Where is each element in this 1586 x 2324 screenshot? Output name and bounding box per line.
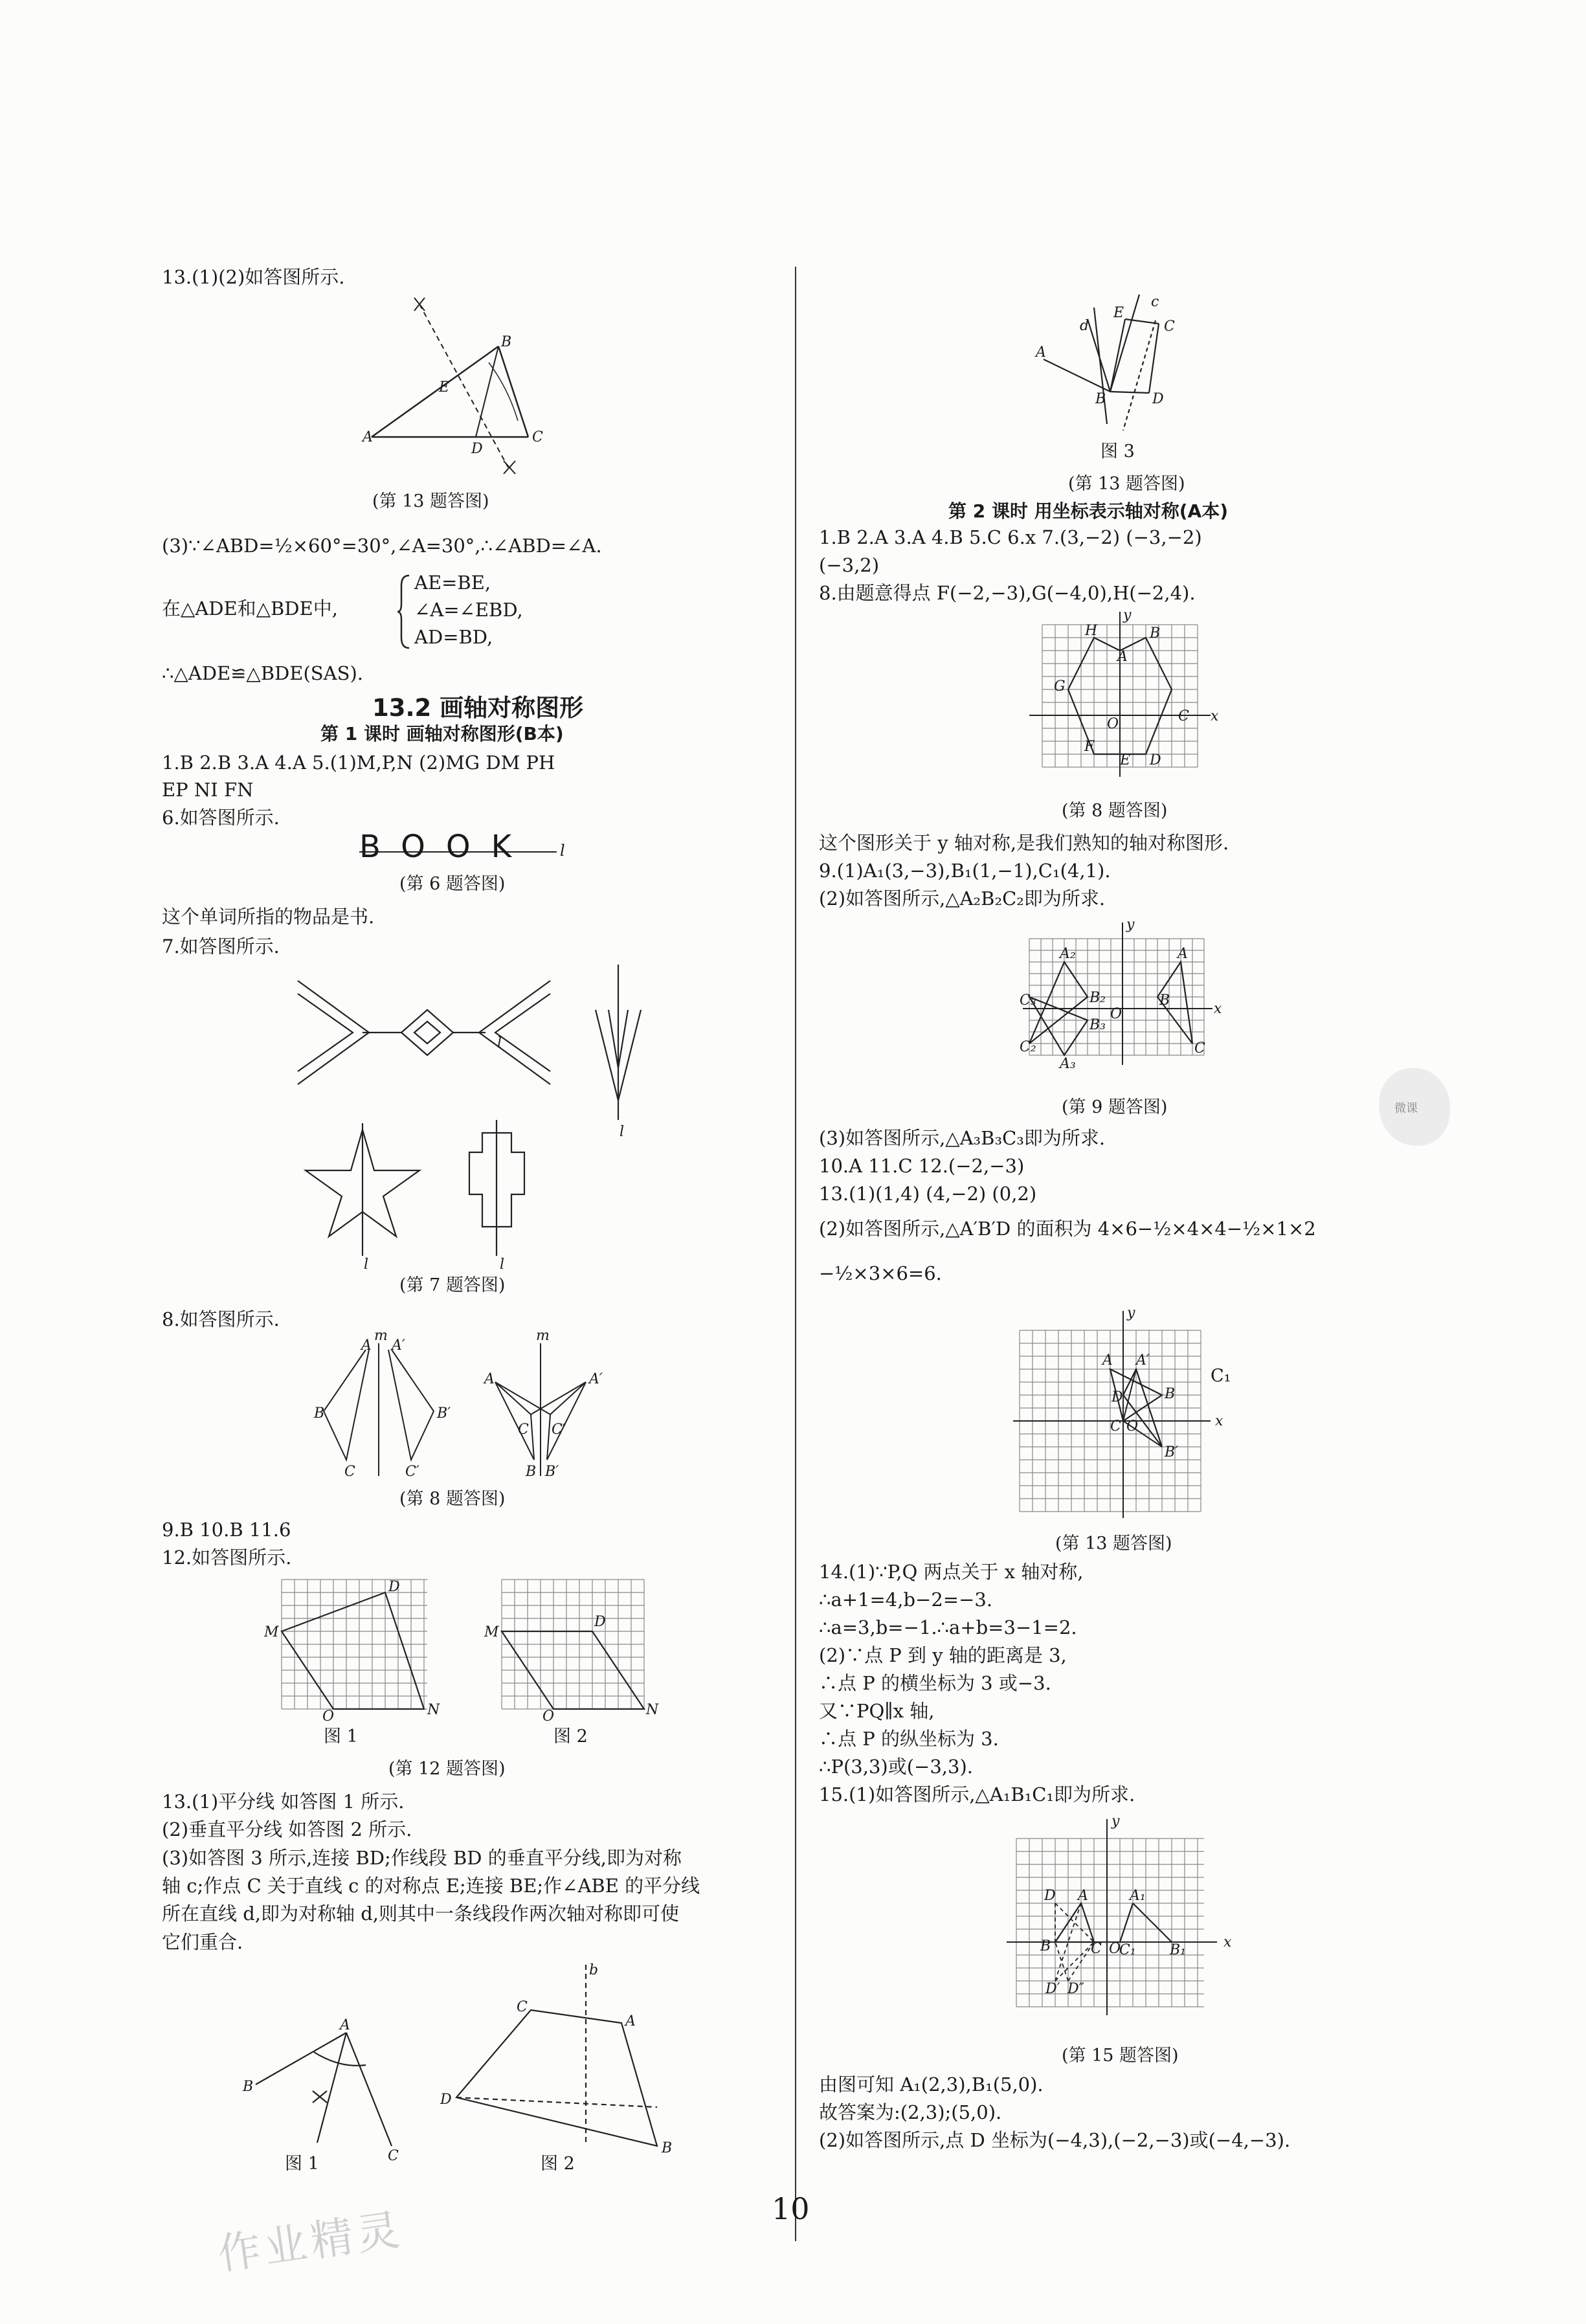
book-word: BOOK — [359, 829, 533, 865]
svg-text:M: M — [484, 1624, 499, 1640]
q12-answer: 12.如答图所示. — [162, 1547, 292, 1569]
q13b-3: (3)如答图 3 所示,连接 BD;作线段 BD 的垂直平分线,即为对称 — [162, 1847, 682, 1869]
svg-text:C′: C′ — [405, 1464, 419, 1480]
q13-triangle-figure — [363, 291, 557, 479]
r-q15-grid-figure — [1000, 1809, 1246, 2029]
q8-caption: (第 8 题答图) — [399, 1489, 506, 1509]
svg-text:m: m — [536, 1328, 550, 1344]
q13b-figure-2 — [434, 1958, 680, 2156]
svg-text:C′: C′ — [552, 1422, 566, 1438]
svg-text:A: A — [361, 1337, 372, 1354]
svg-text:A: A — [363, 429, 373, 445]
r-q15-2: 由图可知 A₁(2,3),B₁(5,0). — [819, 2073, 1044, 2095]
q7-figures — [291, 965, 654, 1273]
q13b-6: 它们重合. — [162, 1931, 243, 1953]
svg-text:A′: A′ — [589, 1371, 603, 1387]
svg-text:D″: D″ — [1067, 1981, 1084, 1997]
svg-text:y: y — [1127, 1305, 1135, 1321]
svg-text:D: D — [388, 1579, 400, 1595]
svg-text:A₃: A₃ — [1060, 1056, 1076, 1072]
q13b-2: (2)垂直平分线 如答图 2 所示. — [162, 1818, 412, 1840]
seal-stamp — [1379, 1068, 1450, 1146]
svg-text:C: C — [388, 2148, 399, 2164]
svg-text:D′: D′ — [1045, 1981, 1060, 1997]
svg-text:C₃: C₃ — [1020, 992, 1036, 1009]
svg-text:l: l — [620, 1124, 625, 1140]
r-q15-1: 15.(1)如答图所示,△A₁B₁C₁即为所求. — [819, 1783, 1135, 1805]
stamp-text: 微课 — [1394, 1102, 1418, 1115]
svg-text:B: B — [314, 1405, 325, 1422]
r-q14-7: ∴点 P 的纵坐标为 3. — [819, 1728, 999, 1750]
r-q13-grid-figure — [1007, 1301, 1240, 1521]
svg-text:B: B — [1165, 1386, 1176, 1402]
svg-text:C: C — [1091, 1941, 1102, 1957]
svg-text:b: b — [589, 1962, 599, 1978]
q13b-fig2-label: 图 2 — [541, 2154, 575, 2174]
svg-text:D: D — [440, 2092, 452, 2108]
q6-caption: (第 6 题答图) — [399, 874, 506, 894]
q6-answer: 6.如答图所示. — [162, 807, 280, 829]
svg-text:D: D — [1150, 752, 1161, 768]
svg-text:A: A — [1036, 344, 1046, 361]
svg-text:m: m — [374, 1328, 388, 1344]
svg-text:d: d — [1080, 318, 1089, 334]
svg-text:A′: A′ — [392, 1337, 405, 1354]
section-title: 13.2 画轴对称图形 — [372, 694, 584, 722]
svg-text:B′: B′ — [437, 1405, 451, 1422]
r-q14-6: 又∵PQ∥x 轴, — [819, 1700, 935, 1722]
answers-1-5: 1.B 2.B 3.A 4.A 5.(1)M,P,N (2)MG DM PH — [162, 752, 555, 774]
svg-text:C: C — [1110, 1418, 1121, 1435]
svg-text:O: O — [322, 1708, 335, 1725]
q13-3-line: (3)∵∠ABD=½×60°=30°,∠A=30°,∴∠ABD=∠A. — [162, 535, 602, 557]
svg-text:x: x — [1215, 1413, 1223, 1429]
r-q14-2: ∴a+1=4,b−2=−3. — [819, 1589, 993, 1611]
lesson2-title: 第 2 课时 用坐标表示轴对称(A本) — [948, 500, 1228, 522]
column-divider — [795, 267, 796, 2241]
svg-text:B: B — [1150, 625, 1161, 642]
svg-text:B: B — [1040, 1938, 1051, 1954]
svg-text:O: O — [1110, 1006, 1122, 1022]
r-q9-caption: (第 9 题答图) — [1062, 1097, 1168, 1117]
svg-text:F: F — [1084, 739, 1095, 755]
q13-fig3 — [1036, 295, 1204, 430]
svg-text:C: C — [518, 1422, 529, 1438]
q13-r-caption: (第 13 题答图) — [1068, 474, 1185, 494]
svg-text:y: y — [1123, 607, 1132, 623]
svg-text:C: C — [344, 1464, 355, 1480]
svg-text:c: c — [1151, 294, 1159, 310]
r-q13-c1-label: C₁ — [1211, 1366, 1231, 1386]
svg-text:l: l — [560, 842, 565, 860]
svg-text:B: B — [1159, 992, 1170, 1009]
svg-text:D: D — [1152, 391, 1164, 407]
watermark: 作业精灵 — [214, 2204, 407, 2280]
q12-fig1-label: 图 1 — [324, 1726, 358, 1747]
svg-text:E: E — [439, 379, 450, 396]
svg-text:B: B — [662, 2140, 673, 2156]
r-q13-1: 13.(1)(1,4) (4,−2) (0,2) — [819, 1183, 1037, 1205]
brace-line-2: ∠A=∠EBD, — [414, 599, 523, 621]
r-q14-3: ∴a=3,b=−1.∴a+b=3−1=2. — [819, 1616, 1077, 1638]
svg-text:A: A — [484, 1371, 495, 1387]
q13b-figure-1 — [243, 1994, 411, 2162]
q13-caption: (第 13 题答图) — [372, 491, 489, 511]
svg-text:B′: B′ — [1165, 1444, 1179, 1460]
q13-3-triangles: 在△ADE和△BDE中, — [162, 598, 338, 620]
r-q14-8: ∴P(3,3)或(−3,3). — [819, 1756, 973, 1778]
lesson-title: 第 1 课时 画轴对称图形(B本) — [320, 723, 564, 744]
r-q9-2: (2)如答图所示,△A₂B₂C₂即为所求. — [819, 888, 1106, 910]
svg-text:E: E — [1120, 752, 1131, 768]
r-q8: 8.由题意得点 F(−2,−3),G(−4,0),H(−2,4). — [819, 582, 1196, 604]
r-q13-2: (2)如答图所示,△A′B′D 的面积为 4×6−½×4×4−½×1×2 — [819, 1218, 1316, 1240]
svg-text:D: D — [1044, 1888, 1056, 1904]
svg-text:A: A — [625, 2013, 636, 2029]
svg-text:H: H — [1085, 623, 1098, 639]
r-q14-1: 14.(1)∵P,Q 两点关于 x 轴对称, — [819, 1561, 1084, 1583]
svg-text:C: C — [517, 1999, 528, 2015]
brace-line-3: AD=BD, — [414, 626, 493, 648]
r-q15-caption: (第 15 题答图) — [1062, 2046, 1179, 2066]
svg-text:A: A — [1102, 1352, 1113, 1369]
svg-text:O: O — [542, 1708, 555, 1725]
r-q13-3: −½×3×6=6. — [819, 1262, 942, 1284]
brace — [396, 573, 410, 651]
svg-text:B₃: B₃ — [1089, 1017, 1106, 1033]
svg-text:N: N — [646, 1702, 659, 1718]
svg-text:B₁: B₁ — [1170, 1942, 1186, 1958]
svg-text:O: O — [1126, 1418, 1139, 1435]
svg-text:D: D — [1111, 1389, 1123, 1405]
q13b-1: 13.(1)平分线 如答图 1 所示. — [162, 1791, 405, 1813]
answers-9-11: 9.B 10.B 11.6 — [162, 1519, 291, 1541]
svg-text:l: l — [497, 1035, 502, 1051]
svg-text:B: B — [243, 2079, 254, 2095]
svg-text:M: M — [264, 1624, 279, 1640]
q13b-4: 轴 c;作点 C 关于直线 c 的对称点 E;连接 BE;作∠ABE 的平分线 — [162, 1875, 700, 1897]
answers-5-cont: EP NI FN — [162, 779, 254, 801]
svg-text:B: B — [501, 334, 512, 350]
page-number: 10 — [772, 2191, 810, 2226]
q12-figure-1 — [259, 1573, 440, 1725]
q8-figures — [311, 1330, 621, 1479]
q12-caption: (第 12 题答图) — [388, 1759, 506, 1779]
q13-answer-line: 13.(1)(2)如答图所示. — [162, 266, 345, 288]
svg-text:B: B — [526, 1464, 537, 1480]
svg-text:A: A — [340, 2017, 350, 2033]
svg-text:N: N — [427, 1702, 440, 1718]
svg-text:C₁: C₁ — [1119, 1942, 1136, 1958]
q13b-5: 所在直线 d,即为对称轴 d,则其中一条线段作两次轴对称即可使 — [162, 1903, 680, 1925]
svg-text:l: l — [500, 1257, 505, 1273]
svg-text:C: C — [1194, 1040, 1205, 1056]
svg-text:G: G — [1054, 678, 1066, 695]
svg-text:l: l — [364, 1257, 369, 1273]
svg-text:C: C — [1178, 708, 1189, 724]
r-q9-grid-figure — [1020, 913, 1220, 1081]
r-q8-grid-figure — [1023, 607, 1219, 787]
q6-conclusion: 这个单词所指的物品是书. — [162, 906, 375, 928]
svg-text:C₂: C₂ — [1020, 1039, 1036, 1055]
svg-text:x: x — [1223, 1934, 1232, 1950]
r-q14-5: ∴点 P 的横坐标为 3 或−3. — [819, 1672, 1051, 1694]
svg-text:B′: B′ — [545, 1464, 559, 1480]
r-q9-3: (3)如答图所示,△A₃B₃C₃即为所求. — [819, 1127, 1106, 1149]
svg-text:O: O — [1107, 716, 1119, 732]
q12-fig2-label: 图 2 — [553, 1726, 588, 1747]
q12-figure-2 — [479, 1573, 659, 1725]
r-q14-4: (2)∵点 P 到 y 轴的距离是 3, — [819, 1644, 1067, 1666]
svg-text:C: C — [532, 429, 543, 445]
r-q15-4: (2)如答图所示,点 D 坐标为(−4,3),(−2,−3)或(−4,−3). — [819, 2129, 1291, 2151]
svg-text:A′: A′ — [1136, 1352, 1150, 1369]
r-q8-conclusion: 这个图形关于 y 轴对称,是我们熟知的轴对称图形. — [819, 832, 1229, 854]
q7-answer: 7.如答图所示. — [162, 935, 280, 957]
r-q15-3: 故答案为:(2,3);(5,0). — [819, 2101, 1002, 2123]
svg-text:C: C — [1164, 318, 1175, 335]
svg-text:B: B — [1095, 391, 1106, 407]
svg-text:y: y — [1126, 917, 1135, 933]
r-q9-1: 9.(1)A₁(3,−3),B₁(1,−1),C₁(4,1). — [819, 860, 1111, 882]
r-q8-caption: (第 8 题答图) — [1062, 801, 1168, 821]
svg-text:D: D — [594, 1614, 606, 1630]
svg-text:D: D — [471, 441, 483, 457]
brace-line-1: AE=BE, — [414, 572, 491, 594]
svg-text:x: x — [1214, 1001, 1222, 1017]
q13-fig3-label: 图 3 — [1100, 441, 1135, 462]
svg-text:O: O — [1109, 1941, 1121, 1957]
svg-text:E: E — [1113, 305, 1124, 321]
svg-text:A₂: A₂ — [1060, 946, 1076, 962]
r-q13-caption: (第 13 题答图) — [1055, 1534, 1172, 1554]
q7-caption: (第 7 题答图) — [399, 1275, 506, 1295]
r-answers-7-cont: (−3,2) — [819, 554, 880, 576]
svg-text:A₁: A₁ — [1130, 1888, 1146, 1904]
r-answers-1-7: 1.B 2.A 3.A 4.B 5.C 6.x 7.(3,−2) (−3,−2) — [819, 526, 1202, 548]
q8-answer: 8.如答图所示. — [162, 1308, 280, 1330]
svg-text:A: A — [1117, 649, 1128, 665]
q13-conclusion: ∴△ADE≌△BDE(SAS). — [162, 662, 363, 684]
svg-text:B₂: B₂ — [1089, 990, 1106, 1006]
q13b-fig1-label: 图 1 — [285, 2154, 319, 2174]
svg-text:A: A — [1078, 1888, 1088, 1904]
svg-text:y: y — [1111, 1813, 1120, 1829]
svg-text:x: x — [1211, 708, 1219, 724]
svg-text:A: A — [1178, 946, 1188, 962]
r-answers-10-12: 10.A 11.C 12.(−2,−3) — [819, 1155, 1025, 1177]
